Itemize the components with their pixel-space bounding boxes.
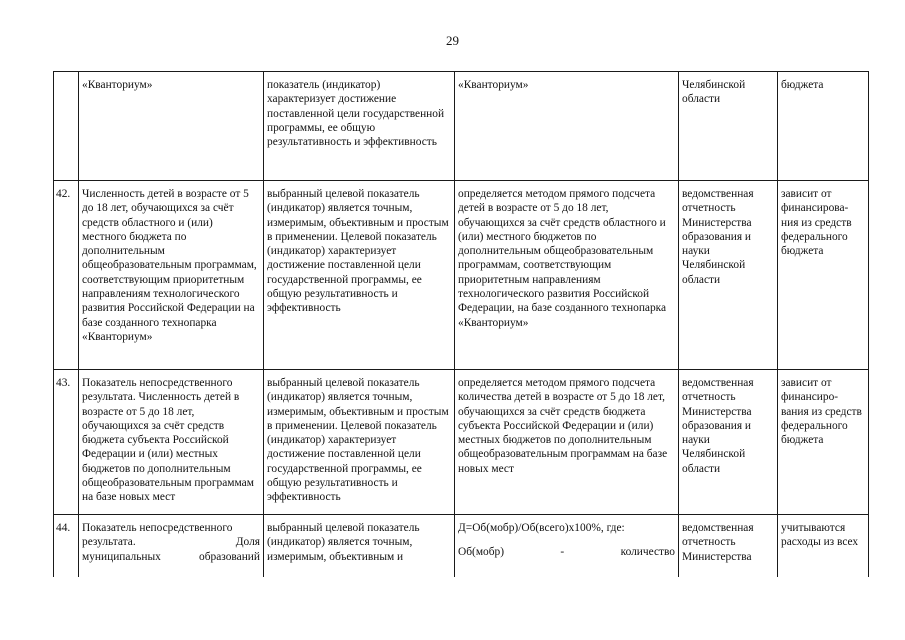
source-cell: ведомственная отчетность Министерства образования и науки Челябинской области bbox=[679, 370, 778, 515]
indicator-name-cell: «Кванториум» bbox=[79, 72, 264, 181]
indicators-table bbox=[53, 71, 869, 577]
table-row bbox=[54, 181, 869, 370]
table-row bbox=[54, 515, 869, 578]
method-formula: Д=Об(мобр)/Об(всего)х100%, где: bbox=[458, 522, 625, 534]
budget-cell: учитываются расходы из всех bbox=[778, 515, 869, 578]
page-number: 29 bbox=[446, 33, 459, 48]
indicator-name-line: муниципальных образований bbox=[82, 550, 260, 563]
method-cell: определяется методом прямого подсчета количества детей в возрасте от 5 до 18 лет, обучающихся за счёт средств бюджета субъекта Российской Федерации и (или) местных бюджетов по дополнительным общеобразовательным программам на базе новых мест bbox=[455, 370, 679, 515]
source-cell: ведомственная отчетность Министерства образования и науки Челябинской области bbox=[679, 181, 778, 370]
justification-cell: выбранный целевой показатель (индикатор) является точным, измеримым, объективным и простым в применении. Целевой показатель (индикатор) характеризует достижение поставленной цели государственной программы, ее общую результативность и эффективность bbox=[264, 370, 455, 515]
indicator-name-cell bbox=[79, 515, 264, 578]
justification-cell: выбранный целевой показатель (индикатор) является точным, измеримым, объективным и простым в применении. Целевой показатель (индикатор) характеризует достижение поставленной цели государственной программы, ее общую результативность и эффективность bbox=[264, 181, 455, 370]
method-definition: Об(мобр) - количество bbox=[458, 546, 675, 559]
method-spacer bbox=[458, 535, 675, 545]
budget-cell: бюджета bbox=[778, 72, 869, 181]
table-row bbox=[54, 72, 869, 181]
justification-cell: показатель (индикатор) характеризует достижение поставленной цели государственной программы, ее общую результативность и эффективность bbox=[264, 72, 455, 181]
budget-cell: зависит от финансирова-ния из средств федерального бюджета bbox=[778, 181, 869, 370]
indicator-name-line: Показатель непосредственного bbox=[82, 522, 233, 534]
indicator-name-cell: Численность детей в возрасте от 5 до 18 лет, обучающихся за счёт средств областного и (или) местного бюджета по дополнительным общеобразовательным программам, соответствующим приоритетным направлениям технологического развития Российской Федерации на базе созданного технопарка «Кванториум» bbox=[79, 181, 264, 370]
table-row bbox=[54, 370, 869, 515]
row-number: 44. bbox=[54, 515, 79, 578]
row-number bbox=[54, 72, 79, 181]
row-number: 43. bbox=[54, 370, 79, 515]
indicator-name-line: результата. Доля bbox=[82, 536, 260, 549]
row-number: 42. bbox=[54, 181, 79, 370]
source-cell: Челябинской области bbox=[679, 72, 778, 181]
method-cell: «Кванториум» bbox=[455, 72, 679, 181]
method-cell bbox=[455, 515, 679, 578]
source-cell: ведомственная отчетность Министерства bbox=[679, 515, 778, 578]
method-cell: определяется методом прямого подсчета детей в возрасте от 5 до 18 лет, обучающихся за счёт средств областного и (или) местного бюджетов по дополнительным общеобразовательным программам, соответствующим приоритетным направлениям технологического развития Российской Федерации, на базе созданного технопарка «Кванториум» bbox=[455, 181, 679, 370]
justification-cell: выбранный целевой показатель (индикатор) является точным, измеримым, объективным и bbox=[264, 515, 455, 578]
indicator-name-cell: Показатель непосредственного результата. Численность детей в возрасте от 5 до 18 лет, обучающихся за счёт средств бюджета субъекта Российской Федерации и (или) местных бюджетов по дополнительным общеобразовательным программам на базе новых мест bbox=[79, 370, 264, 515]
budget-cell: зависит от финансиро-вания из средств федерального бюджета bbox=[778, 370, 869, 515]
